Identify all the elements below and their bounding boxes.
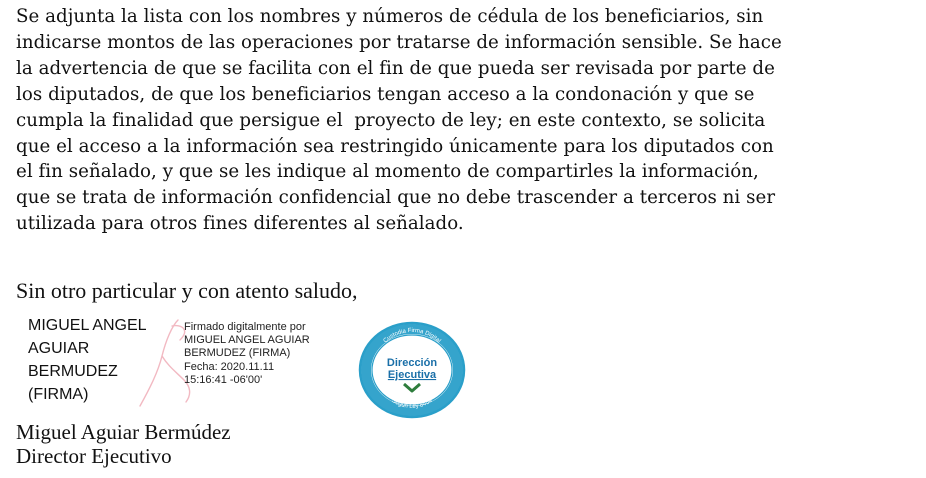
body-line: Se adjunta la lista con los nombres y números de cédula de los beneficiarios, sin — [16, 6, 764, 27]
signature-name-line: MIGUEL ANGEL — [28, 317, 147, 334]
body-line: que el acceso a la información sea restringido únicamente para los diputados con — [16, 135, 774, 157]
direccion-ejecutiva-seal — [356, 320, 468, 420]
signature-name-line: BERMUDEZ — [28, 363, 118, 380]
body-paragraph — [16, 4, 902, 237]
seal-subtitle-line: Ejecutiva — [387, 369, 437, 381]
closing-line: Sin otro particular y con atento saludo, — [16, 278, 358, 303]
body-line: indicarse montos de las operaciones por tratarse de información sensible. Se hace — [16, 31, 782, 53]
signature-detail-line: MIGUEL ANGEL AGUIAR — [184, 334, 310, 347]
signature-detail-line: 15:16:41 -06'00' — [184, 373, 263, 386]
body-line: que se trata de información confidencial que no debe trascender a terceros ni ser — [16, 187, 776, 209]
signature-detail-line: Firmado digitalmente por — [184, 321, 306, 333]
signer-block — [16, 420, 231, 468]
body-line: cumpla la finalidad que persigue el proyecto de ley; en este contexto, se solicita — [16, 109, 766, 131]
seal-bottom-text: Según Ley 8454 — [390, 397, 434, 411]
body-line: el fin señalado, y que se les indique al momento de compartirles la información, — [16, 161, 759, 183]
body-line: la advertencia de que se facilita con el fin de que pueda ser revisada por parte de — [16, 57, 775, 79]
body-line: utilizada para otros fines diferentes al señalado. — [16, 213, 464, 235]
signature-name-line: AGUIAR — [28, 340, 90, 357]
signer-title: Director Ejecutivo — [16, 444, 172, 468]
seal-title-line: Dirección — [386, 357, 438, 369]
signature-name-line: (FIRMA) — [28, 386, 89, 403]
signer-name: Miguel Aguiar Bermúdez — [16, 420, 231, 444]
seal-top-text: Custodia Firma Digital — [382, 327, 442, 345]
signature-name-block — [28, 314, 147, 406]
signature-detail-line: BERMUDEZ (FIRMA) — [184, 347, 291, 360]
signature-detail-line: Fecha: 2020.11.11 — [184, 360, 275, 373]
digital-signature-details — [184, 321, 310, 387]
body-line: los diputados, de que los beneficiarios tengan acceso a la condonación y que se — [16, 83, 755, 105]
